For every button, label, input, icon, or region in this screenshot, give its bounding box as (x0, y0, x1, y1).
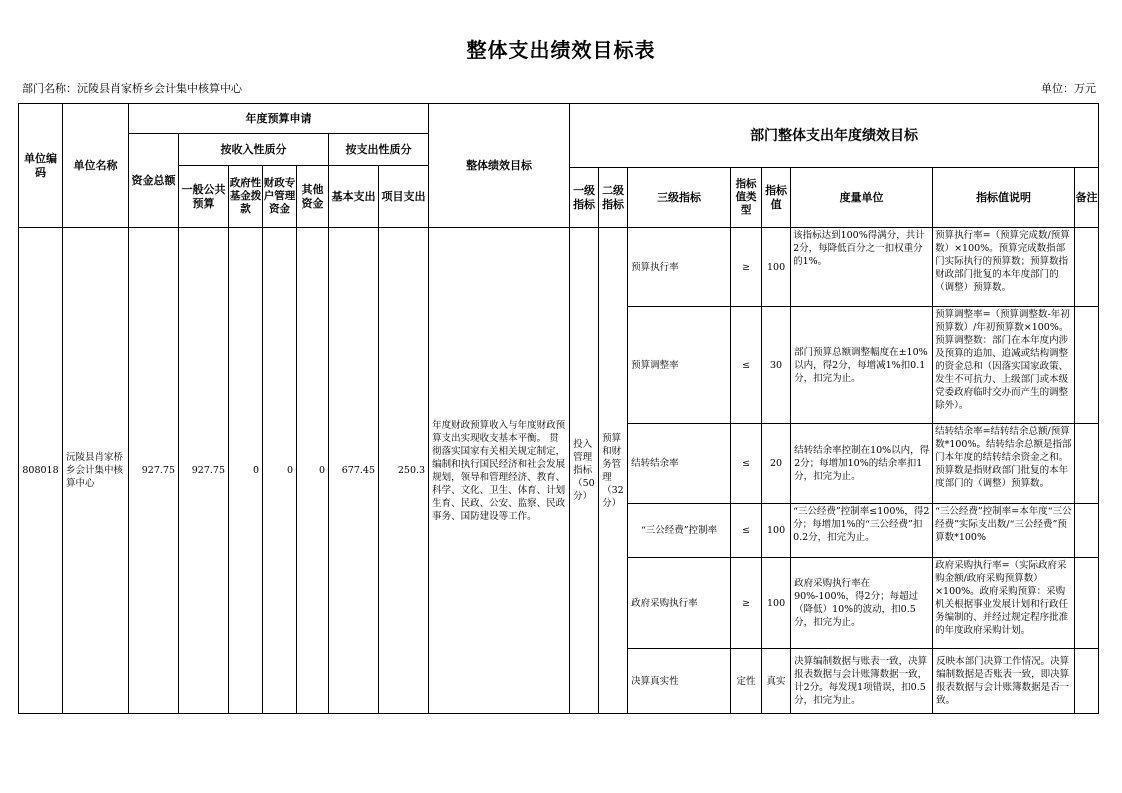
desc-text: 政府采购执行率=（实际政府采购金额/政府采购预算数）×100%。政府采购预算：采购机关根据事业发展计划和行政任务编制的、并经过规定程序批准的年度政府采购计划。 (935, 560, 1069, 636)
level3-cell: 预算执行率 (628, 228, 731, 307)
project-expense-cell: 250.3 (379, 228, 429, 714)
indicator-type-cell: ≤ (731, 307, 762, 424)
indicator-desc-cell (933, 504, 1075, 558)
indicator-desc-cell (933, 228, 1075, 307)
header-budget-apply: 年度预算申请 (129, 104, 429, 134)
header-remark: 备注 (1075, 168, 1099, 228)
indicator-type-cell: ≥ (731, 558, 762, 649)
measure-unit-cell: 结转结余率控制在10%以内，得2分；每增加10%的结余率扣1分，扣完为止。 (791, 424, 933, 504)
header-level3: 三级指标 (628, 168, 731, 228)
header-unit-name: 单位名称 (63, 104, 129, 228)
page-title: 整体支出绩效目标表 (466, 38, 656, 62)
remark-cell (1075, 307, 1099, 424)
unit-name-cell: 沅陵县肖家桥乡会计集中核算中心 (63, 228, 129, 714)
level3-cell: 预算调整率 (628, 307, 731, 424)
header-gov-fund: 政府性基金拨款 (229, 166, 263, 228)
indicator-value-cell: 100 (762, 558, 791, 649)
level3-cell: 决算真实性 (628, 649, 731, 714)
header-measure-unit: 度量单位 (791, 168, 933, 228)
remark-cell (1075, 424, 1099, 504)
measure-unit-cell: 决算编制数据与账表一致，决算报表数据与会计账簿数据一致，计2分。每发现1项错误，扣0.5分，扣完为止。 (791, 649, 933, 714)
header-indicator-desc: 指标值说明 (933, 168, 1075, 228)
indicator-desc-cell: 反映本部门决算工作情况。决算编制数据是否账表一致，即决算报表数据与会计账簿数据是否一致。 (933, 649, 1075, 714)
measure-text: 该指标达到100%得满分，共计2分，每降低百分之一扣权重分的1%。 (793, 230, 925, 267)
performance-target-table (18, 103, 1099, 714)
indicator-type-cell: ≤ (731, 424, 762, 504)
basic-expense-cell: 677.45 (329, 228, 379, 714)
header-indicator-value: 指标值 (762, 168, 791, 228)
indicator-value-cell: 100 (762, 504, 791, 558)
remark-cell (1075, 649, 1099, 714)
department-name: 部门名称：沅陵县肖家桥乡会计集中核算中心 (22, 82, 242, 95)
remark-cell (1075, 504, 1099, 558)
header-level2: 二级指标 (599, 168, 628, 228)
indicator-desc-cell (933, 307, 1075, 424)
header-fiscal-special: 财政专户管理资金 (263, 166, 297, 228)
desc-text: 预算调整率=（预算调整数-年初预算数）/年初预算数×100%。预算调整数：部门在本年度内涉及预算的追加、追减或结构调整的资金总和（因落实国家政策、发生不可抗力、上级部门或本级党委政府临时交办而产生的调整除外）。 (935, 309, 1070, 411)
level3-cell: “三公经费”控制率 (628, 504, 731, 558)
remark-cell (1075, 558, 1099, 649)
indicator-desc-cell (933, 558, 1075, 649)
measure-unit-cell: 政府采购执行率在90%-100%，得2分；每超过（降低）10%的波动，扣0.5分，扣完为止。 (791, 558, 933, 649)
header-indicator-type: 指标值类型 (731, 168, 762, 228)
indicator-desc-cell (933, 424, 1075, 504)
header-by-income: 按收入性质分 (179, 134, 329, 166)
header-general-budget: 一般公共预算 (179, 166, 229, 228)
level3-cell: 结转结余率 (628, 424, 731, 504)
indicator-value-cell: 100 (762, 228, 791, 307)
header-overall-goal: 整体绩效目标 (429, 104, 570, 228)
indicator-value-cell: 30 (762, 307, 791, 424)
unit-code-cell: 808018 (19, 228, 63, 714)
measure-unit-cell (791, 504, 933, 558)
desc-text: 结转结余率=结转结余总额/预算数*100%。结转结余总额是指部门本年度的结转结余资金之和。预算数是指财政部门批复的本年度部门的（调整）预算数。 (935, 426, 1072, 489)
header-level1: 一级指标 (570, 168, 599, 228)
desc-text: “三公经费”控制率=本年度“三公经费”实际支出数/“三公经费”预算数*100% (935, 506, 1072, 543)
indicator-value-cell: 20 (762, 424, 791, 504)
overall-goal-cell: 年度财政预算收入与年度财政预算支出实现收支基本平衡。 贯彻落实国家有关相关规定制定，编制和执行国民经济和社会发展规划，领导和管理经济、教育、科学、文化、卫生、体育、计划生育、民政、公安、监察、民政事务、国防建设等工作。 (429, 228, 570, 714)
measure-unit-cell (791, 228, 933, 307)
header-dept-goal: 部门整体支出年度绩效目标 (570, 104, 1099, 168)
indicator-type-cell: ≥ (731, 228, 762, 307)
measure-unit-cell: 部门预算总额调整幅度在±10%以内，得2分，每增减1%扣0.1分，扣完为止。 (791, 307, 933, 424)
header-by-expense: 按支出性质分 (329, 134, 429, 166)
gov-fund-cell: 0 (229, 228, 263, 714)
header-total-funds: 资金总额 (129, 134, 179, 228)
measure-text: “三公经费”控制率≤100%，得2分；每增加1%的“三公经费”扣0.2分，扣完为止。 (793, 506, 930, 543)
indicator-type-cell: ≤ (731, 504, 762, 558)
header-other-funds: 其他资金 (297, 166, 329, 228)
indicator-type-cell: 定性 (731, 649, 762, 714)
other-funds-cell: 0 (297, 228, 329, 714)
remark-cell (1075, 228, 1099, 307)
general-budget-cell: 927.75 (179, 228, 229, 714)
desc-text: 预算执行率=（预算完成数/预算数）×100%。预算完成数指部门实际执行的预算数；预算数指财政部门批复的本年度部门的（调整）预算数。 (935, 230, 1070, 293)
level2-cell: 预算和财务管理（32分） (599, 228, 628, 714)
level3-cell: 政府采购执行率 (628, 558, 731, 649)
header-basic-expense: 基本支出 (329, 166, 379, 228)
fiscal-special-cell: 0 (263, 228, 297, 714)
total-funds-cell: 927.75 (129, 228, 179, 714)
indicator-value-cell: 真实 (762, 649, 791, 714)
header-unit-code: 单位编码 (19, 104, 63, 228)
currency-unit: 单位：万元 (1041, 82, 1096, 95)
level1-cell: 投入管理指标（50分） (570, 228, 599, 714)
header-project-expense: 项目支出 (379, 166, 429, 228)
